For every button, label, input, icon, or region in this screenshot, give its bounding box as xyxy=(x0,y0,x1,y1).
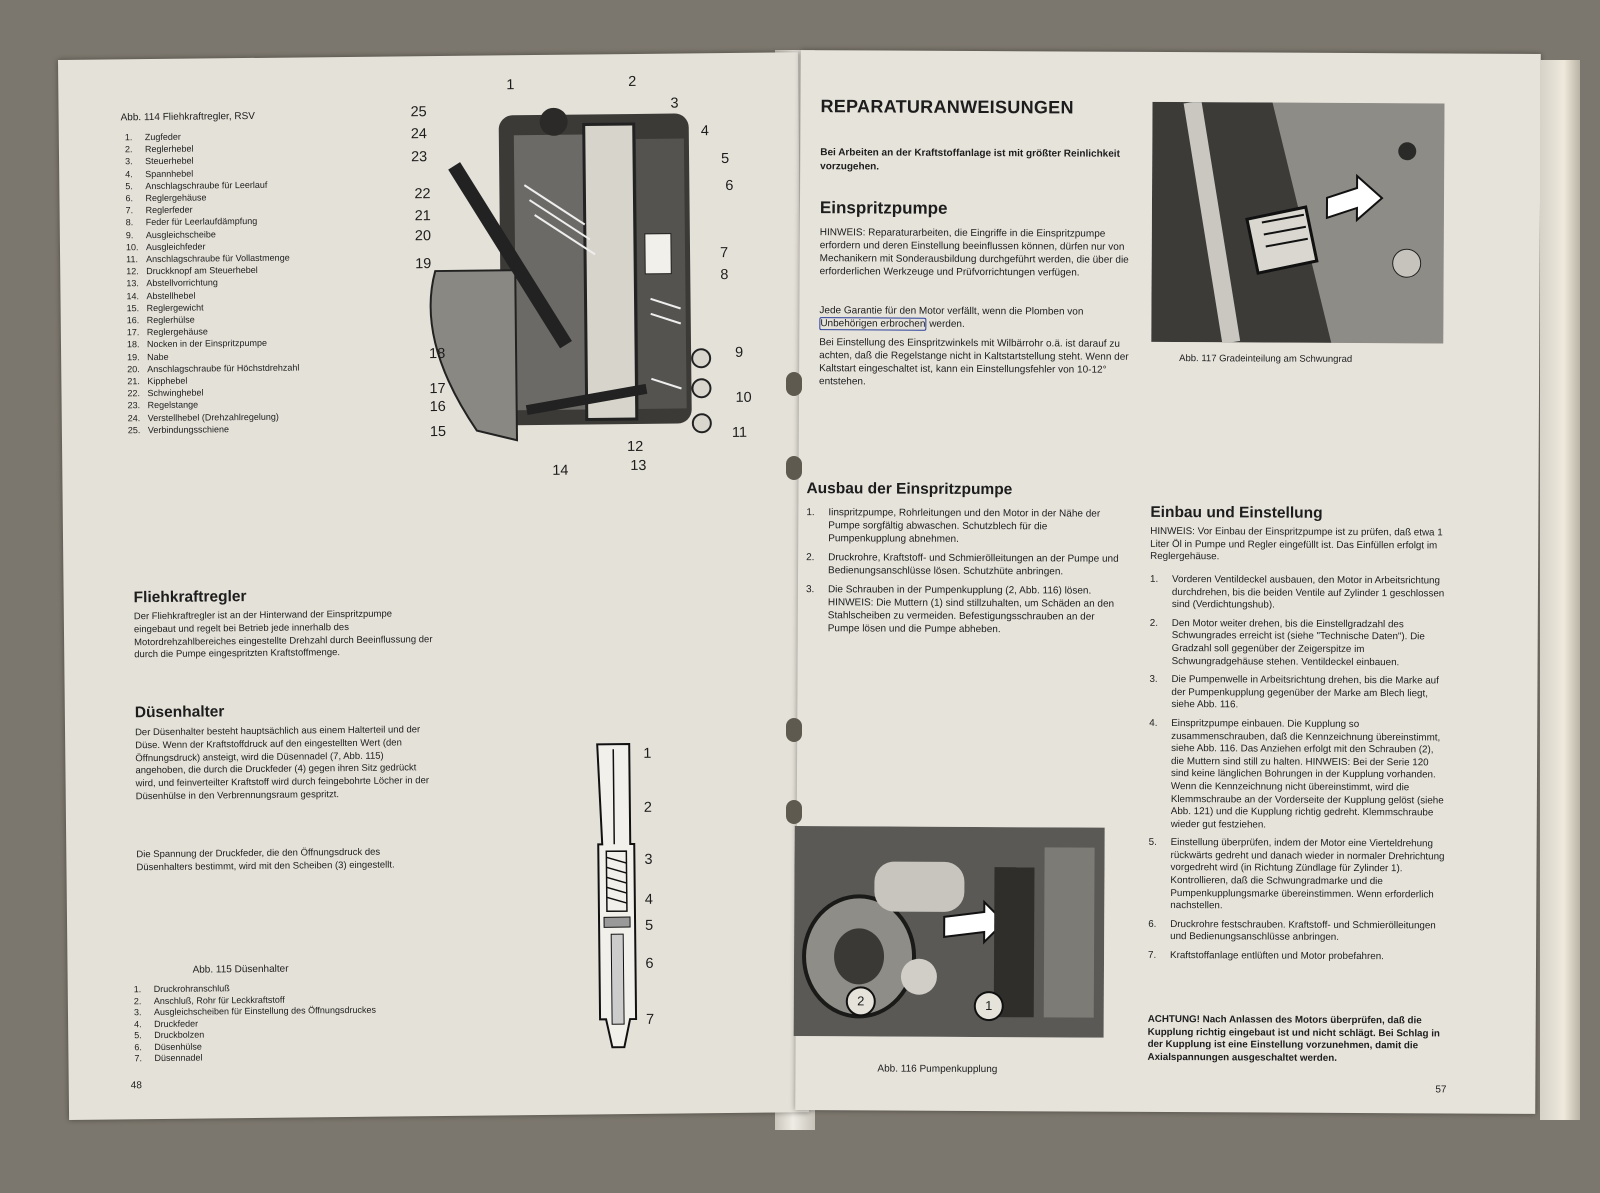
fliehkraftregler-text: Der Fliehkraftregler ist an der Hinterwand der Einspritzpumpe eingebaut und regelt bei Betrieb jede innerhalb des Motordrehzahlbereiches eingestellte Drehzahl durch Beeinflussung der durch die Pumpe eingespritzten Kraftstoffmenge. xyxy=(133,608,433,661)
fig114-caption: Abb. 114 Fliehkraftregler, RSV xyxy=(120,110,255,124)
binder-hole xyxy=(786,800,802,824)
step-item-number: 7. xyxy=(1148,949,1157,961)
legend-item-number: 16. xyxy=(126,315,140,326)
legend-item-text: Reglergehäuse xyxy=(145,192,207,204)
legend-item-text: Druckfeder xyxy=(154,1018,199,1029)
legend-item-text: Nabe xyxy=(147,351,169,362)
callout-number: 1 xyxy=(506,77,515,94)
legend-item-number: 4. xyxy=(125,168,133,179)
callout-number: 25 xyxy=(410,104,427,121)
step-item xyxy=(1149,718,1450,833)
callout-number: 3 xyxy=(670,95,679,112)
legend-item-number: 9. xyxy=(125,229,134,240)
legend-item-number: 15. xyxy=(126,303,140,314)
callout-number: 5 xyxy=(645,917,654,934)
ausbau-heading: Ausbau der Einspritzpumpe xyxy=(806,480,1013,499)
handwritten-underline: Unbehörigen erbrochen xyxy=(820,318,926,330)
legend-item-text: Anschlagschraube für Vollastmenge xyxy=(146,252,290,265)
legend-item-number: 17. xyxy=(126,327,140,338)
legend-item-number: 24. xyxy=(127,412,141,423)
einbau-heading: Einbau und Einstellung xyxy=(1150,503,1323,522)
fig116-mark-2: 2 xyxy=(846,986,876,1016)
step-item-number: 3. xyxy=(1149,674,1158,686)
callout-number: 3 xyxy=(644,851,653,868)
callout-number: 23 xyxy=(410,149,428,166)
einspritzwinkel-text: Bei Einstellung des Einspritzwinkels mit Wilbärrohr o.ä. ist darauf zu achten, daß die Regelstange nicht in Kaltstartstellung steht. Wenn der Kaltstart eingeschaltet ist, kann ein Einstellungsfehler von 10-12° entstehen. xyxy=(819,337,1129,388)
einspritzpumpe-heading: Einspritzpumpe xyxy=(819,198,948,218)
legend-item-number: 22. xyxy=(127,388,141,399)
step-item-number: 6. xyxy=(1148,918,1157,930)
garantie-text-a: Jede Garantie für den Motor verfällt, wenn die Plomben von xyxy=(819,305,1084,318)
legend-item-number: 21. xyxy=(127,376,140,387)
legend-item-number: 10. xyxy=(125,241,139,253)
step-item-text: Iinspritzpumpe, Rohrleitungen und den Motor in der Nähe der Pumpe sorgfältig abwaschen. Schutzblech für die Pumpenkupplung abnehmen. xyxy=(828,507,1101,545)
step-item-number: 1. xyxy=(1149,573,1159,585)
intro-text: Bei Arbeiten an der Kraftstoffanlage ist mit größter Reinlichkeit vorzugehen. xyxy=(820,147,1120,173)
step-item-text: Druckrohre festschrauben. Kraftstoff- und Schmierölleitungen und Bedienungsanschlüsse anbringen. xyxy=(1170,918,1436,944)
legend-item-text: Reglerhebel xyxy=(144,143,194,155)
callout-number: 9 xyxy=(735,344,744,361)
callout-number: 6 xyxy=(725,177,734,195)
legend-item-text: Ausgleichscheiben für Einstellung des Öffnungsdruckes xyxy=(153,1004,376,1018)
callout-number: 8 xyxy=(720,266,729,284)
legend-item-number: 25. xyxy=(127,425,141,436)
right-page-number: 57 xyxy=(1435,1084,1447,1096)
legend-item-number: 14. xyxy=(126,290,140,301)
binder-hole xyxy=(786,718,802,742)
step-item xyxy=(1150,574,1450,613)
legend-item-number: 12. xyxy=(126,266,139,277)
step-item-text: Druckrohre, Kraftstoff- und Schmierölleitungen an der Pumpe und Bedienungsanschlüsse lösen. Schutzhüte anbringen. xyxy=(828,552,1119,578)
garantie-text xyxy=(819,304,1129,332)
legend-item-text: Reglerfeder xyxy=(145,204,193,216)
step-item-number: 1. xyxy=(806,507,815,519)
einbau-steps xyxy=(1148,574,1450,970)
step-item-text: Kraftstoffanlage entlüften und Motor probefahren. xyxy=(1170,950,1384,963)
page-stack-edge xyxy=(1540,60,1580,1120)
legend-item-number: 11. xyxy=(126,254,138,265)
callout-number: 6 xyxy=(645,955,654,972)
legend-item-text: Abstellhebel xyxy=(146,290,196,301)
legend-item-text: Spannhebel xyxy=(145,168,194,179)
step-item-text: Einspritzpumpe einbauen. Die Kupplung so zusammenschrauben, daß die Kennzeichnung übereinstimmt, siehe Abb. 116. Das Anziehen erfolgt mit den Schrauben (2), die Muttern sind still zu halten. HINWEIS: Bei der Serie 120 sind keine länglichen Bohrungen in der Kupplung vorhanden. Wenn die Kennzeichnung nicht übereinstimmt, wird die Klemmschraube an der Vorderseite der Kupplung gelöst (siehe Abb. 121) und die Kupplung richtig gedreht. Klemmschraube wieder gut festziehen. xyxy=(1170,717,1444,831)
legend-item-text: Regelstange xyxy=(147,400,199,411)
callout-number: 2 xyxy=(628,73,637,91)
legend-item-text: Verbindungsschiene xyxy=(147,424,229,435)
callout-number: 12 xyxy=(627,438,644,456)
legend-item-text: Verstellhebel (Drehzahlregelung) xyxy=(147,411,279,423)
legend-item-text: Druckknopf am Steuerhebel xyxy=(146,265,258,277)
pumpenkupplung-photo xyxy=(794,826,1105,1038)
legend-item-number: 18. xyxy=(126,339,140,350)
fig114-legend xyxy=(125,129,368,437)
legend-item-text: Ausgleichscheibe xyxy=(145,228,216,240)
garantie-text-c: werden. xyxy=(926,318,965,330)
step-item-text: Die Schrauben in der Pumpenkupplung (2, Abb. 116) lösen. HINWEIS: Die Muttern (1) sind stillzuhalten, um Schäden an den Stahlscheiben zu vermeiden. Befestigungsschrauben an der Pumpe lösen und die Pumpe abheben. xyxy=(827,584,1115,636)
fig117-caption: Abb. 117 Gradeinteilung am Schwungrad xyxy=(1179,353,1353,365)
callout-number: 18 xyxy=(429,345,446,363)
legend-item-number: 7. xyxy=(125,205,134,216)
legend-item-number: 6. xyxy=(134,1041,142,1052)
legend-item-number: 2. xyxy=(133,995,142,1006)
legend-item-number: 5. xyxy=(125,181,133,192)
callout-number: 20 xyxy=(414,228,432,245)
legend-item-text: Düsennadel xyxy=(154,1052,203,1064)
fig115-legend xyxy=(134,981,435,1065)
schwungrad-photo-drawing xyxy=(1151,102,1444,344)
achtung-text: ACHTUNG! Nach Anlassen des Motors überprüfen, daß die Kupplung richtig eingebaut ist und nicht schlägt. Bei Schlag in der Kupplung ist eine Einstellung vorzunehmen, damit die Axialspannungen ausgeschaltet werden. xyxy=(1147,1013,1440,1064)
legend-item-number: 3. xyxy=(125,156,133,167)
einbau-hinweis: HINWEIS: Vor Einbau der Einspritzpumpe ist zu prüfen, daß etwa 1 Liter Öl in Pumpe und Regler eingefüllt ist. Das Einfüllen erfolgt im Reglergehäuse. xyxy=(1150,525,1443,563)
legend-item-text: Düsenhülse xyxy=(154,1041,202,1052)
callout-number: 22 xyxy=(414,186,431,203)
right-page xyxy=(795,50,1541,1114)
fig116-mark-1: 1 xyxy=(974,991,1004,1021)
fig116-caption: Abb. 116 Pumpenkupplung xyxy=(877,1063,998,1076)
step-item xyxy=(806,551,1121,579)
legend-item-text: Zugfeder xyxy=(144,131,181,143)
callout-number: 24 xyxy=(410,126,428,143)
legend-item-text: Kipphebel xyxy=(147,375,188,387)
callout-number: 4 xyxy=(644,891,653,908)
legend-item-number: 20. xyxy=(127,364,140,375)
step-item-number: 4. xyxy=(1149,717,1158,729)
callout-number: 13 xyxy=(630,457,647,475)
legend-item-text: Steuerhebel xyxy=(145,155,194,167)
legend-item-number: 13. xyxy=(126,278,139,289)
step-item-number: 2. xyxy=(1149,617,1158,629)
step-item xyxy=(1150,618,1450,670)
step-item xyxy=(806,583,1121,637)
left-page xyxy=(58,52,809,1120)
step-item xyxy=(806,506,1121,547)
legend-item-text: Anschlagschraube für Leerlauf xyxy=(145,179,268,191)
legend-item-number: 1. xyxy=(124,132,133,143)
step-item-number: 2. xyxy=(806,552,815,564)
step-item-number: 5. xyxy=(1148,837,1157,849)
legend-item-number: 7. xyxy=(134,1053,143,1064)
legend-item-number: 8. xyxy=(125,217,134,228)
legend-item-number: 5. xyxy=(134,1030,142,1041)
step-item xyxy=(1148,919,1448,946)
legend-item-text: Reglerhülse xyxy=(146,314,195,326)
legend-item-text: Druckrohranschluß xyxy=(153,983,230,995)
ausbau-steps xyxy=(806,506,1122,643)
step-item xyxy=(1148,950,1448,964)
pumpenkupplung-photo-drawing xyxy=(794,826,1105,1038)
step-item-text: Vorderen Ventildeckel ausbauen, den Motor in Arbeitsrichtung durchdrehen, bis die beiden Ventile auf Zylinder 1 geschlossen sind (Verdichtungshub). xyxy=(1171,574,1445,611)
legend-item-text: Abstellvorrichtung xyxy=(146,277,218,289)
duesenhalter-heading: Düsenhalter xyxy=(134,703,225,722)
legend-item-number: 1. xyxy=(133,984,142,995)
binder-hole xyxy=(786,372,802,396)
callout-number: 5 xyxy=(720,150,730,168)
legend-item-text: Reglergewicht xyxy=(146,302,204,313)
schwungrad-photo xyxy=(1151,102,1444,344)
step-item xyxy=(1148,837,1448,914)
legend-item-number: 23. xyxy=(127,400,141,411)
callout-number: 10 xyxy=(735,389,752,406)
left-page-number: 48 xyxy=(130,1080,142,1092)
legend-item-number: 3. xyxy=(133,1007,142,1018)
legend-item-text: Anschlagschraube für Höchstdrehzahl xyxy=(147,362,300,374)
legend-item xyxy=(128,422,368,437)
fig115-caption: Abb. 115 Düsenhalter xyxy=(192,963,289,976)
callout-number: 21 xyxy=(414,208,431,225)
duesenhalter-text-2: Die Spannung der Druckfeder, die den Öffnungsdruck des Düsenhalters bestimmt, wird mit den Scheiben (3) eingestellt. xyxy=(136,846,395,874)
step-item-text: Den Motor weiter drehen, bis die Einstellgradzahl des Schwungrades erreicht ist (siehe "Technische Daten"). Die Gradzahl soll gegenüber der Zeigerspitze im Schwungradgehäuse stehen. Ventildeckel einbauen. xyxy=(1171,617,1425,668)
callout-number: 4 xyxy=(700,123,709,140)
callout-number: 2 xyxy=(643,799,653,816)
callout-number: 7 xyxy=(646,1011,655,1028)
legend-item-text: Schwinghebel xyxy=(147,387,204,399)
binder-hole xyxy=(786,456,802,480)
legend-item-number: 6. xyxy=(125,193,134,204)
step-item-number: 3. xyxy=(805,584,815,596)
legend-item-text: Druckbolzen xyxy=(154,1029,205,1041)
callout-number: 7 xyxy=(719,244,729,262)
fliehkraftregler-heading: Fliehkraftregler xyxy=(133,588,247,607)
fliehkraftregler-drawing xyxy=(403,78,747,477)
einspritzpumpe-hinweis: HINWEIS: Reparaturarbeiten, die Eingriffe in die Einspritzpumpe erfordern und deren Einstellung beeinflussen können, dürfen nur von Mechanikern mit Sonderausbildung durchgeführt werden, die über die erforderlichen Werkzeuge und Prüfvorrichtungen verfügen. xyxy=(819,227,1129,279)
callout-number: 14 xyxy=(552,462,569,479)
legend-item-number: 2. xyxy=(124,144,133,155)
legend-item-text: Ausgleichfeder xyxy=(145,241,206,252)
legend-item-text: Reglergehäuse xyxy=(146,326,208,338)
page-title: REPARATURANWEISUNGEN xyxy=(820,96,1074,118)
callout-number: 17 xyxy=(429,380,446,398)
callout-number: 1 xyxy=(643,745,652,762)
callout-number: 15 xyxy=(429,423,447,441)
legend-item-text: Anschluß, Rohr für Leckkraftstoff xyxy=(153,994,285,1006)
legend-item-text: Nocken in der Einspritzpumpe xyxy=(146,338,268,350)
legend-item xyxy=(134,1050,434,1065)
callout-number: 11 xyxy=(731,424,748,441)
duesenhalter-text-1: Der Düsenhalter besteht hauptsächlich aus einem Halterteil und der Düse. Wenn der Kraftstoffdruck auf den eingestellten Wert (den Öffnungsdruck) ansteigt, wird die Düsennadel (7, Abb. 115) angehoben, die durch die Druckfeder (4) gegen ihren Sitz gedrückt wird, und feinverteilter Kraftstoff wird durch feingebohrte Löcher in der Düsenhülse in den Verbrennungsraum gespritzt. xyxy=(134,724,430,803)
step-item-text: Einstellung überprüfen, indem der Motor eine Vierteldrehung rückwärts gedreht und danach wieder in normaler Drehrichtung vorgedreht wird (in Richtung Zündlage für Zylinder 1). Kontrollieren, daß die Schwungradmarke und die Pumpenkupplungsmarke übereinstimmen. Wenn erforderlich nachstellen. xyxy=(1170,837,1445,912)
legend-item-number: 4. xyxy=(134,1018,142,1029)
duesenhalter-drawing xyxy=(585,739,648,1055)
callout-number: 19 xyxy=(415,256,432,273)
legend-item-text: Feder für Leerlaufdämpfung xyxy=(145,216,258,228)
step-item xyxy=(1149,674,1449,713)
callout-number: 16 xyxy=(429,398,446,416)
legend-item-number: 19. xyxy=(127,351,140,362)
step-item-text: Die Pumpenwelle in Arbeitsrichtung drehen, bis die Marke auf der Pumpenkupplung gegenüber der Marke am Blech liegt, siehe Abb. 116. xyxy=(1171,674,1439,711)
